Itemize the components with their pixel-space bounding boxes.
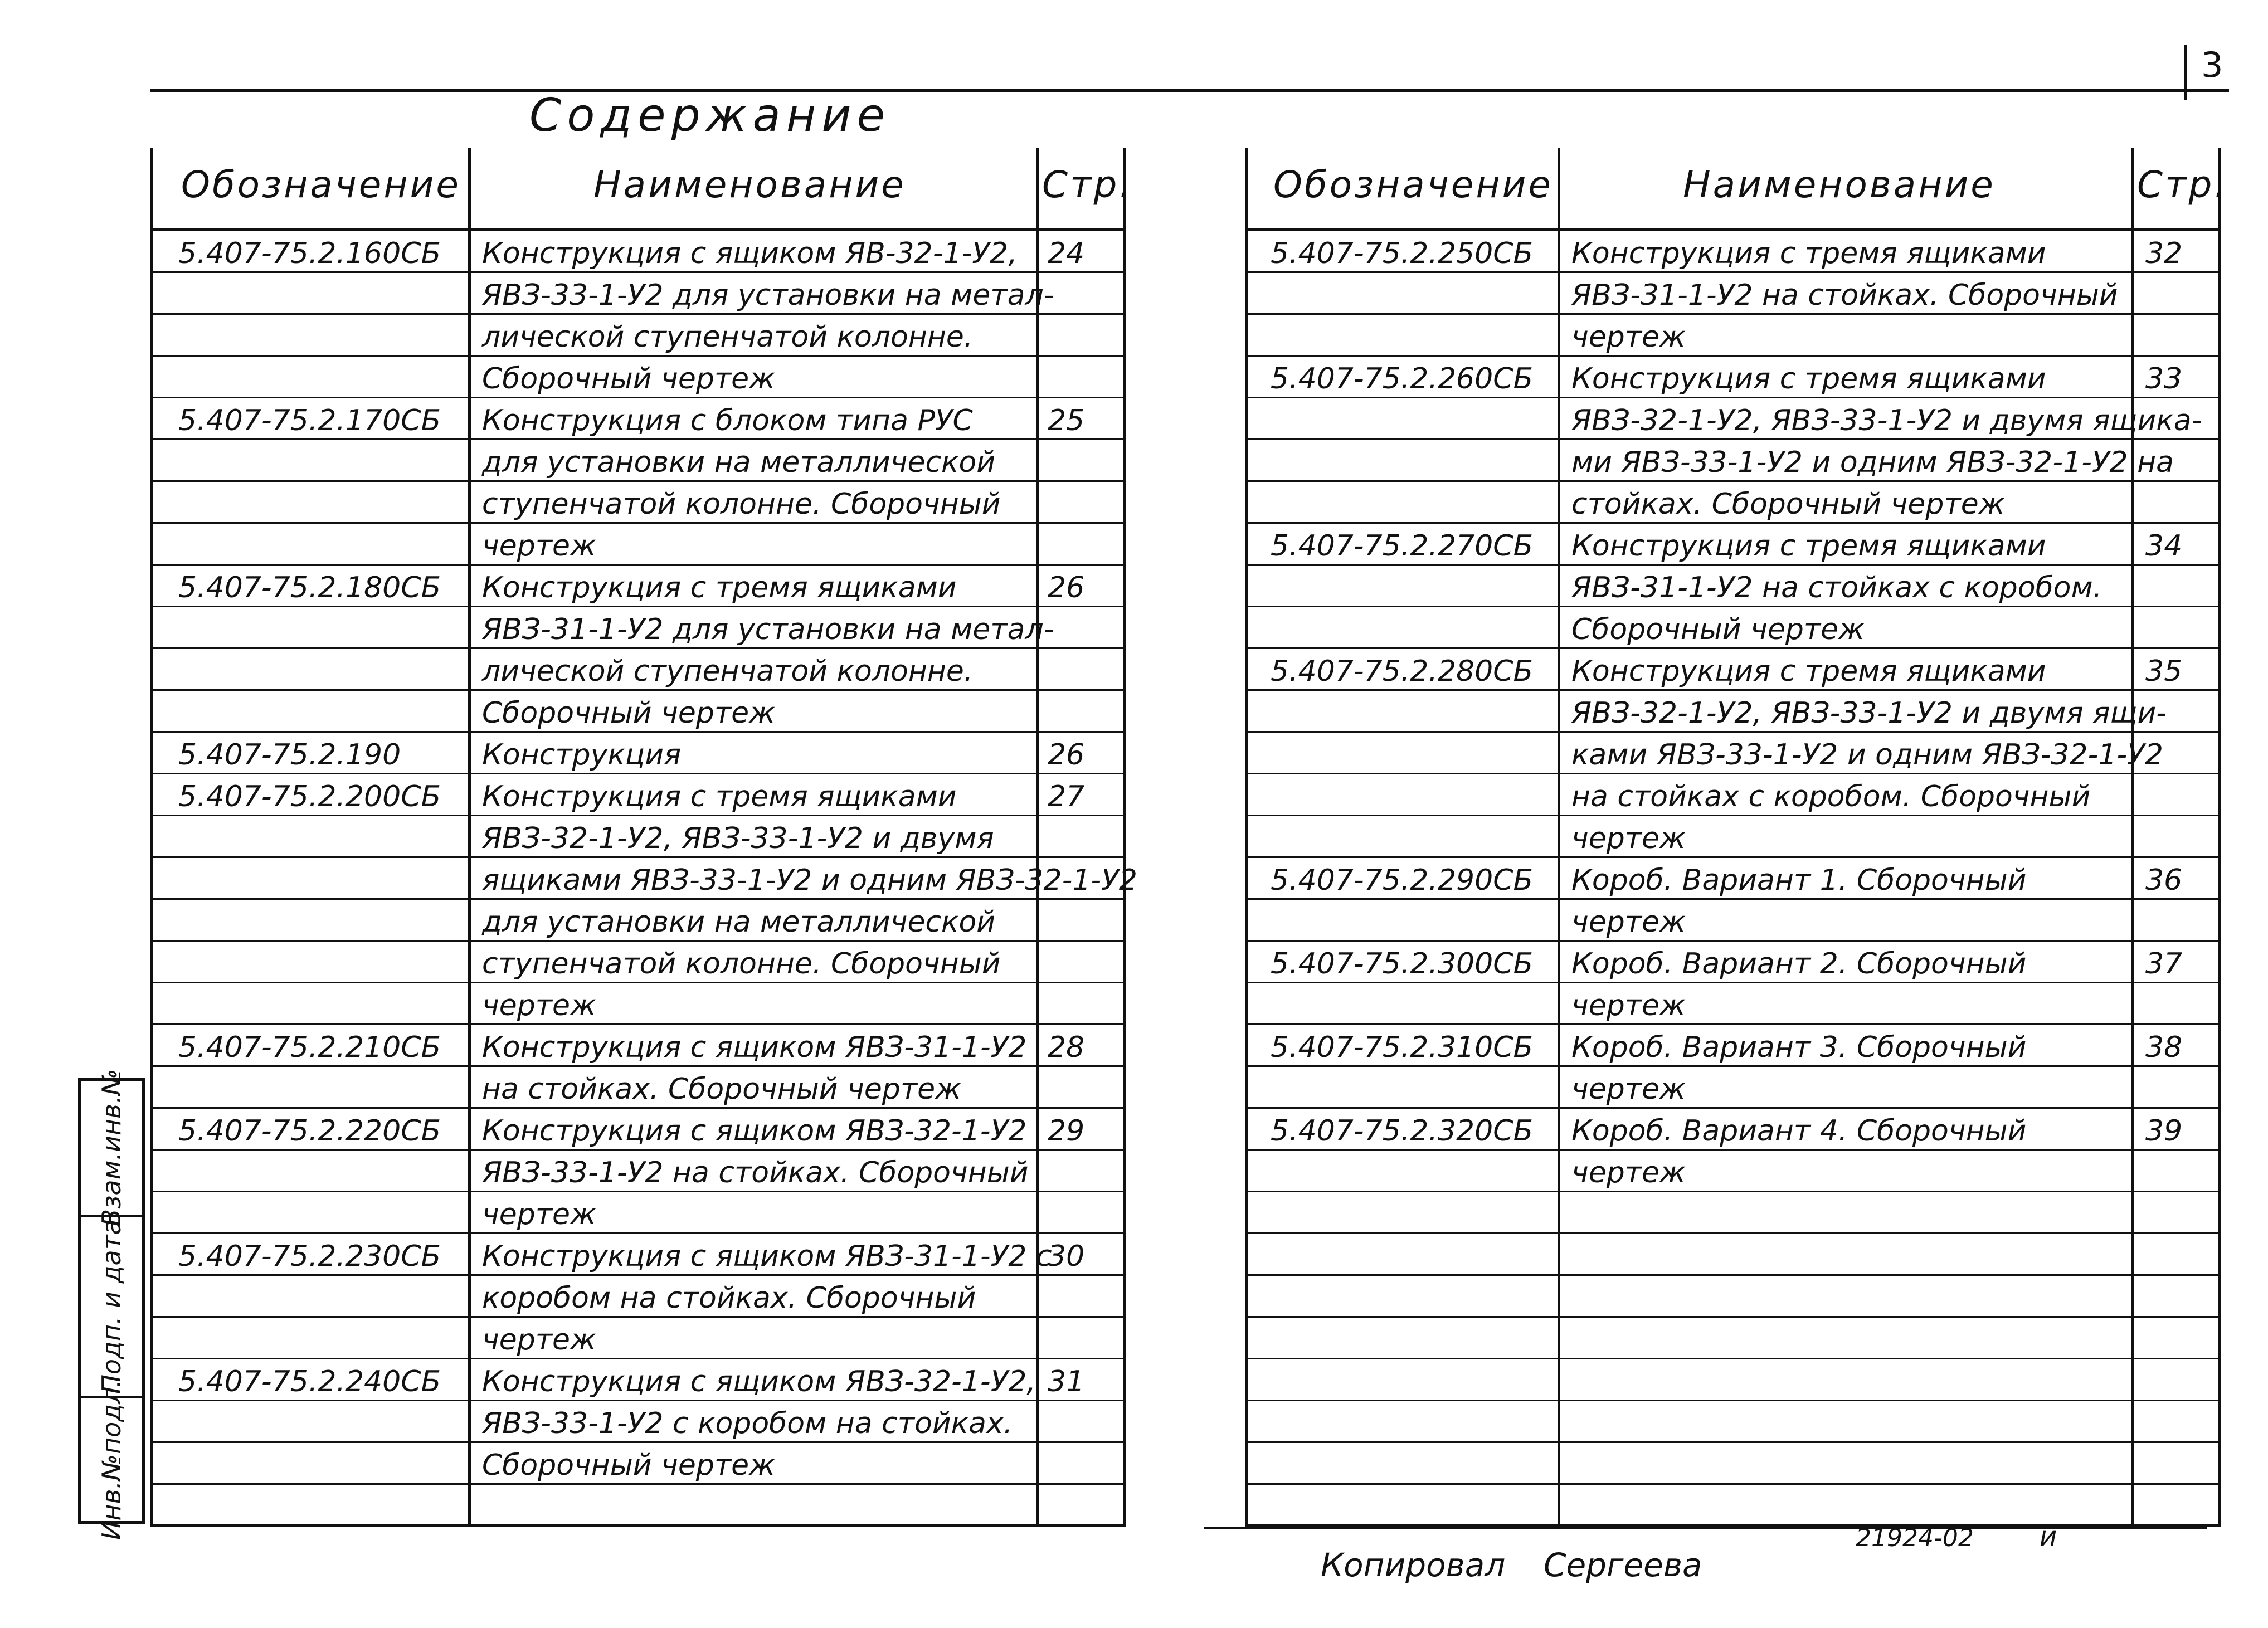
top-frame-line	[150, 89, 2229, 92]
table-row	[1248, 1109, 2218, 1151]
row-name: чертеж	[1571, 1156, 1686, 1190]
row-designation: 5.407-75.2.200СБ	[178, 780, 441, 813]
row-page: 35	[2145, 655, 2183, 688]
table-row	[153, 1067, 1123, 1109]
row-name: чертеж	[482, 989, 596, 1022]
table-row	[1248, 1276, 2218, 1318]
header-page: Стр.	[1042, 163, 1133, 206]
table-row	[1248, 1192, 2218, 1234]
table-row	[1248, 1318, 2218, 1359]
stamp-replacement-inv	[78, 1069, 145, 1227]
row-name: Конструкция с тремя ящиками	[1571, 655, 2046, 688]
table-row	[153, 942, 1123, 983]
row-name: Конструкция с тремя ящиками	[482, 571, 957, 605]
row-page: 39	[2145, 1114, 2183, 1148]
table-row	[1248, 315, 2218, 357]
row-name: чертеж	[482, 529, 596, 563]
table-row	[1248, 1067, 2218, 1109]
table-row	[153, 900, 1123, 942]
table-row	[153, 273, 1123, 315]
contents-table-left	[150, 148, 1137, 1527]
row-page: 26	[1048, 571, 1085, 605]
table-row	[1248, 566, 2218, 607]
table-row	[153, 607, 1123, 649]
table-row	[153, 1192, 1123, 1234]
row-page: 37	[2145, 947, 2183, 981]
table-row	[1248, 398, 2218, 440]
row-name: ступенчатой колонне. Сборочный	[482, 947, 1001, 981]
table-row	[153, 774, 1123, 816]
row-page: 29	[1048, 1114, 1085, 1148]
table-row	[1248, 858, 2218, 900]
table-row	[1248, 1443, 2218, 1485]
row-name: чертеж	[1571, 989, 1686, 1022]
row-designation: 5.407-75.2.260СБ	[1271, 362, 1534, 396]
row-page: 31	[1048, 1365, 1085, 1398]
row-designation: 5.407-75.2.190	[178, 738, 401, 772]
table-row	[153, 1151, 1123, 1192]
row-name: Конструкция	[482, 738, 682, 772]
row-name: ЯВЗ-31-1-У2 на стойках. Сборочный	[1571, 279, 2118, 312]
row-designation: 5.407-75.2.240СБ	[178, 1365, 441, 1398]
table-row	[153, 1443, 1123, 1485]
row-name: ступенчатой колонне. Сборочный	[482, 488, 1001, 521]
table-row	[1248, 774, 2218, 816]
row-designation: 5.407-75.2.310СБ	[1271, 1031, 1534, 1064]
row-designation: 5.407-75.2.210СБ	[178, 1031, 441, 1064]
table-row	[153, 566, 1123, 607]
table-row	[1248, 900, 2218, 942]
table-row	[1248, 942, 2218, 983]
table-row	[153, 1359, 1123, 1401]
table-row	[1248, 440, 2218, 482]
row-name: чертеж	[1571, 905, 1686, 939]
stamp-original-inv	[78, 1379, 145, 1541]
table-row	[1248, 816, 2218, 858]
row-name: Конструкция с тремя ящиками	[1571, 237, 2046, 270]
row-name: ЯВЗ-33-1-У2 с коробом на стойках.	[482, 1407, 1013, 1440]
table-row	[1248, 983, 2218, 1025]
header-designation: Обозначение	[1273, 163, 1553, 206]
row-name: Конструкция с ящиком ЯВЗ-32-1-У2,	[482, 1365, 1036, 1398]
row-designation: 5.407-75.2.300СБ	[1271, 947, 1534, 981]
row-page: 26	[1048, 738, 1085, 772]
row-page: 25	[1048, 404, 1085, 437]
table-row	[153, 733, 1123, 774]
row-name: Короб. Вариант 3. Сборочный	[1571, 1031, 2027, 1064]
row-name: Конструкция с тремя ящиками	[1571, 529, 2046, 563]
table-body	[153, 231, 1137, 1485]
stamp-label: Взам.инв.№	[96, 1069, 126, 1227]
row-name: ЯВЗ-33-1-У2 для установки на метал-	[482, 279, 1054, 312]
row-designation: 5.407-75.2.180СБ	[178, 571, 441, 605]
row-name: Короб. Вариант 4. Сборочный	[1571, 1114, 2027, 1148]
table-row	[153, 357, 1123, 398]
row-name: Сборочный чертеж	[482, 696, 775, 730]
row-name: ящиками ЯВЗ-33-1-У2 и одним ЯВЗ-32-1-У2	[482, 864, 1137, 897]
table-row	[1248, 607, 2218, 649]
row-name: для установки на металлической	[482, 905, 996, 939]
table-row	[1248, 1234, 2218, 1276]
row-name: чертеж	[1571, 822, 1686, 855]
row-name: Сборочный чертеж	[482, 1449, 775, 1482]
row-designation: 5.407-75.2.280СБ	[1271, 655, 1534, 688]
table-row	[153, 1401, 1123, 1443]
table-row	[1248, 1401, 2218, 1443]
row-name: чертеж	[1571, 320, 1686, 354]
row-name: для установки на металлической	[482, 446, 996, 479]
row-name: коробом на стойках. Сборочный	[482, 1281, 976, 1315]
row-name: Конструкция с ящиком ЯВ-32-1-У2,	[482, 237, 1018, 270]
table-row	[153, 524, 1123, 566]
table-row	[153, 983, 1123, 1025]
row-name: Короб. Вариант 2. Сборочный	[1571, 947, 2027, 981]
row-designation: 5.407-75.2.250СБ	[1271, 237, 1534, 270]
table-row	[153, 231, 1123, 273]
row-page: 36	[2145, 864, 2183, 897]
row-name: стойках. Сборочный чертеж	[1571, 488, 2005, 521]
row-name: на стойках. Сборочный чертеж	[482, 1073, 961, 1106]
header-name: Наименование	[1683, 163, 1996, 206]
row-name: Конструкция с ящиком ЯВЗ-31-1-У2 с	[482, 1240, 1052, 1273]
row-name: ЯВЗ-31-1-У2 для установки на метал-	[482, 613, 1054, 646]
row-name: Конструкция с блоком типа РУС	[482, 404, 973, 437]
header-designation: Обозначение	[181, 163, 461, 206]
row-name: ЯВЗ-32-1-У2, ЯВЗ-33-1-У2 и двумя ящи-	[1571, 696, 2167, 730]
header-name: Наименование	[593, 163, 906, 206]
table-row	[1248, 1025, 2218, 1067]
row-name: ми ЯВЗ-33-1-У2 и одним ЯВЗ-32-1-У2 на	[1571, 446, 2174, 479]
table-row	[153, 440, 1123, 482]
stamp-label: Подп. и дата	[96, 1219, 126, 1394]
row-page: 27	[1048, 780, 1085, 813]
table-row	[1248, 231, 2218, 273]
row-designation: 5.407-75.2.170СБ	[178, 404, 441, 437]
doc-code: 21924-02	[1856, 1524, 1974, 1552]
row-page: 38	[2145, 1031, 2183, 1064]
row-name: ЯВЗ-31-1-У2 на стойках с коробом.	[1571, 571, 2102, 605]
table-row	[153, 1276, 1123, 1318]
table-row	[1248, 1359, 2218, 1401]
copied-by: Сергеева	[1544, 1546, 1702, 1584]
stamp-sign-date	[78, 1215, 145, 1398]
table-row	[153, 482, 1123, 524]
table-row	[153, 649, 1123, 691]
row-name: ЯВЗ-33-1-У2 на стойках. Сборочный	[482, 1156, 1029, 1190]
row-designation: 5.407-75.2.160СБ	[178, 237, 441, 270]
stamp-label: Инв.№подл.	[96, 1379, 126, 1541]
row-designation: 5.407-75.2.290СБ	[1271, 864, 1534, 897]
table-row	[1248, 357, 2218, 398]
table-row	[1248, 524, 2218, 566]
row-name: Сборочный чертеж	[1571, 613, 1865, 646]
row-page: 32	[2145, 237, 2183, 270]
page-number-divider	[2184, 45, 2187, 100]
row-name: лической ступенчатой колонне.	[482, 655, 974, 688]
row-name: Конструкция с тремя ящиками	[1571, 362, 2046, 396]
table-row	[1248, 482, 2218, 524]
table-row	[153, 1109, 1123, 1151]
row-name: Конструкция с тремя ящиками	[482, 780, 957, 813]
row-name: чертеж	[1571, 1073, 1686, 1106]
table-row	[153, 1318, 1123, 1359]
table-row	[1248, 733, 2218, 774]
row-name: чертеж	[482, 1323, 596, 1357]
row-name: Конструкция с ящиком ЯВЗ-32-1-У2	[482, 1114, 1027, 1148]
row-designation: 5.407-75.2.320СБ	[1271, 1114, 1534, 1148]
row-designation: 5.407-75.2.270СБ	[1271, 529, 1534, 563]
row-name: Конструкция с ящиком ЯВЗ-31-1-У2	[482, 1031, 1027, 1064]
contents-table-right	[1245, 148, 2228, 1527]
table-row	[1248, 1151, 2218, 1192]
row-name: ЯВЗ-32-1-У2, ЯВЗ-33-1-У2 и двумя	[482, 822, 994, 855]
row-name: чертеж	[482, 1198, 596, 1231]
row-name: на стойках с коробом. Сборочный	[1571, 780, 2091, 813]
row-designation: 5.407-75.2.230СБ	[178, 1240, 441, 1273]
table-row	[153, 816, 1123, 858]
row-page: 33	[2145, 362, 2183, 396]
table-row	[153, 858, 1137, 900]
table-row	[153, 315, 1123, 357]
table-row	[1248, 649, 2218, 691]
row-name: ЯВЗ-32-1-У2, ЯВЗ-33-1-У2 и двумя ящика-	[1571, 404, 2202, 437]
table-row	[153, 1025, 1123, 1067]
row-name: ками ЯВЗ-33-1-У2 и одним ЯВЗ-32-1-У2	[1571, 738, 2163, 772]
row-designation: 5.407-75.2.220СБ	[178, 1114, 441, 1148]
page-title: Содержание	[529, 89, 891, 142]
table-header	[153, 148, 1133, 231]
table-row	[153, 398, 1123, 440]
row-page: 30	[1048, 1240, 1085, 1273]
row-name: Короб. Вариант 1. Сборочный	[1571, 864, 2027, 897]
table-row	[153, 1234, 1123, 1276]
row-page: 28	[1048, 1031, 1085, 1064]
table-row	[1248, 273, 2218, 315]
copied-label: Копировал	[1321, 1546, 1506, 1584]
table-row	[153, 691, 1123, 733]
table-header	[1248, 148, 2228, 231]
header-page: Стр.	[2137, 163, 2228, 206]
table-body	[1248, 231, 2218, 1485]
row-page: 24	[1048, 237, 1085, 270]
sheet-mark: и	[2040, 1521, 2057, 1552]
row-name: лической ступенчатой колонне.	[482, 320, 974, 354]
page-number: 3	[2201, 45, 2223, 85]
row-name: Сборочный чертеж	[482, 362, 775, 396]
table-row	[1248, 691, 2218, 733]
row-page: 34	[2145, 529, 2183, 563]
